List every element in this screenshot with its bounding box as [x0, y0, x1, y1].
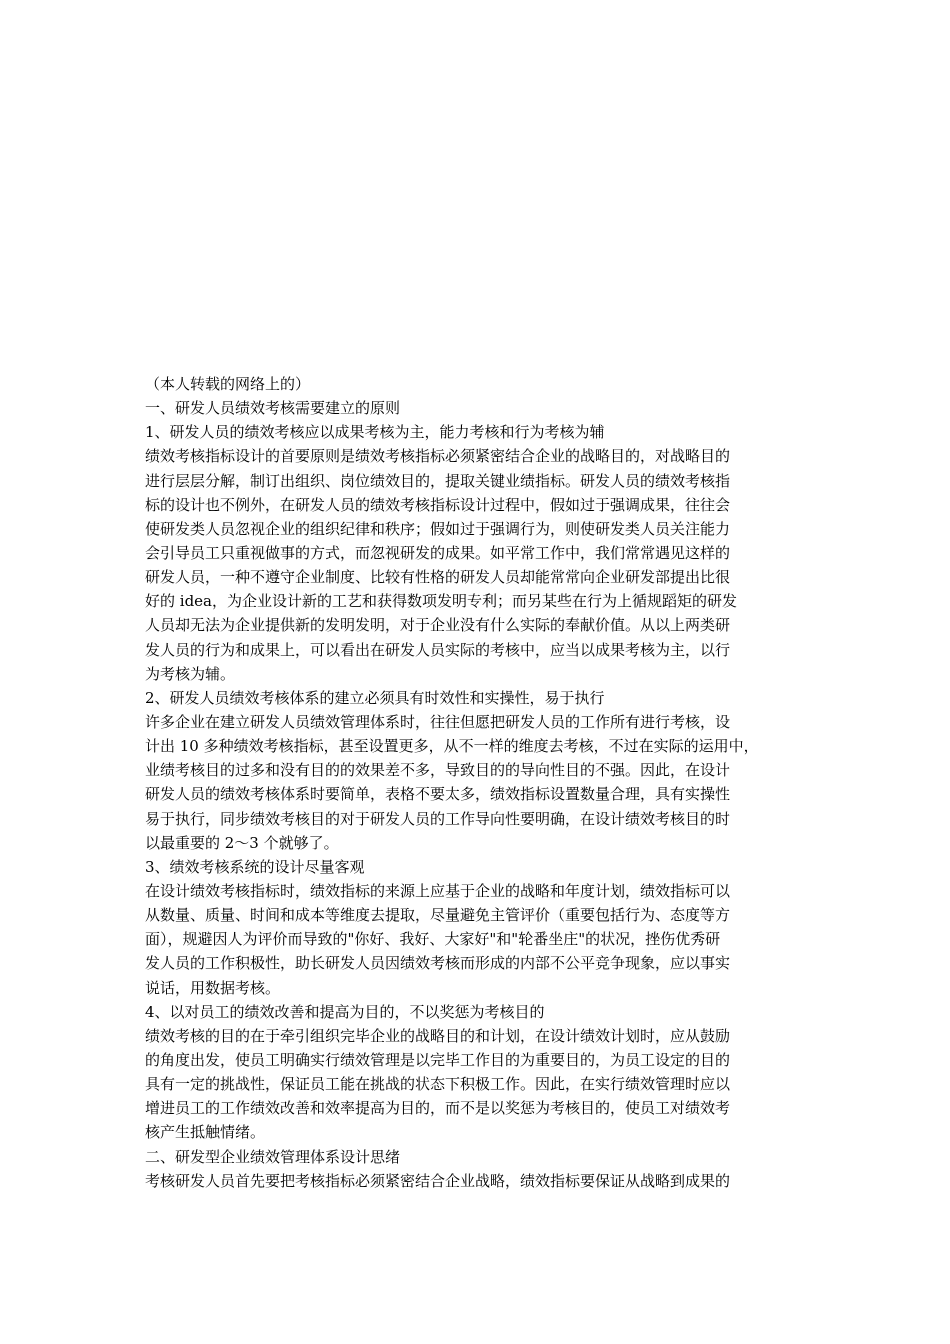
paragraph-line: 的角度出发，使员工明确实行绩效管理是以完毕工作目的为重要目的，为员工设定的目的 — [145, 1050, 731, 1069]
paragraph-line: 在设计绩效考核指标时，绩效指标的来源上应基于企业的战略和年度计划，绩效指标可以 — [145, 881, 731, 900]
paragraph-line: 许多企业在建立研发人员绩效管理体系时，往往但愿把研发人员的工作所有进行考核，设 — [145, 712, 731, 731]
section-heading-1: 一、研发人员绩效考核需要建立的原则 — [145, 399, 401, 418]
paragraph-line: 计出 10 多种绩效考核指标，甚至设置更多，从不一样的维度去考核，不过在实际的运用中， — [145, 737, 759, 756]
document-body — [145, 372, 810, 1193]
subheading-2: 2、研发人员绩效考核体系的建立必须具有时效性和实操性，易于执行 — [145, 688, 605, 707]
paragraph-line: 发人员的行为和成果上，可以看出在研发人员实际的考核中，应当以成果考核为主，以行 — [145, 640, 731, 659]
paragraph-line: 会引导员工只重视做事的方式，而忽视研发的成果。如平常工作中，我们常常遇见这样的 — [145, 543, 731, 562]
subheading-1: 1、研发人员的绩效考核应以成果考核为主，能力考核和行为考核为辅 — [145, 423, 605, 442]
paragraph-line: 为考核为辅。 — [145, 664, 236, 683]
paragraph-line: 易于执行，同步绩效考核目的对于研发人员的工作导向性要明确，在设计绩效考核目的时 — [145, 809, 731, 828]
paragraph-line: 核产生抵触情绪。 — [145, 1123, 266, 1142]
paragraph-line: 从数量、质量、时间和成本等维度去提取，尽量避免主管评价（重要包括行为、态度等方 — [145, 906, 731, 925]
paragraph-line: 使研发类人员忽视企业的组织纪律和秩序；假如过于强调行为，则使研发类人员关注能力 — [145, 519, 731, 538]
paragraph-line: 进行层层分解，制订出组织、岗位绩效目的，提取关键业绩指标。研发人员的绩效考核指 — [145, 471, 731, 490]
paragraph-line: 以最重要的 2～3 个就够了。 — [145, 833, 339, 852]
paragraph-line: 发人员的工作积极性，助长研发人员因绩效考核而形成的内部不公平竞争现象，应以事实 — [145, 954, 731, 973]
paragraph-line: 绩效考核指标设计的首要原则是绩效考核指标必须紧密结合企业的战略目的，对战略目的 — [145, 447, 731, 466]
subheading-4: 4、以对员工的绩效改善和提高为目的，不以奖惩为考核目的 — [145, 1002, 545, 1021]
paragraph-line: 绩效考核的目的在于牵引组织完毕企业的战略目的和计划，在设计绩效计划时，应从鼓励 — [145, 1026, 731, 1045]
paragraph-line: 业绩考核目的过多和没有目的的效果差不多，导致目的的导向性目的不强。因此，在设计 — [145, 761, 731, 780]
paragraph-line: 研发人员，一种不遵守企业制度、比较有性格的研发人员却能常常向企业研发部提出比很 — [145, 568, 731, 587]
paragraph-line: 增进员工的工作绩效改善和效率提高为目的，而不是以奖惩为考核目的，使员工对绩效考 — [145, 1099, 731, 1118]
paragraph-line: 具有一定的挑战性，保证员工能在挑战的状态下积极工作。因此，在实行绩效管理时应以 — [145, 1075, 731, 1094]
paragraph-line: 面），规避因人为评价而导致的"你好、我好、大家好"和"轮番坐庄"的状况，挫伤优秀研 — [145, 930, 721, 949]
section-heading-2: 二、研发型企业绩效管理体系设计思绪 — [145, 1147, 401, 1166]
source-note: （本人转载的网络上的） — [145, 375, 311, 393]
subheading-3: 3、绩效考核系统的设计尽量客观 — [145, 857, 365, 876]
paragraph-line: 标的设计也不例外，在研发人员的绩效考核指标设计过程中，假如过于强调成果，往往会 — [145, 495, 731, 514]
paragraph-line: 好的 idea，为企业设计新的工艺和获得数项发明专利；而另某些在行为上循规蹈矩的研发 — [145, 592, 737, 611]
paragraph-line: 研发人员的绩效考核体系时要简单，表格不要太多，绩效指标设置数量合理，具有实操性 — [145, 785, 731, 804]
paragraph-line: 人员却无法为企业提供新的发明发明，对于企业没有什么实际的奉献价值。从以上两类研 — [145, 616, 731, 635]
paragraph-line: 说话，用数据考核。 — [145, 978, 281, 997]
paragraph-line: 考核研发人员首先要把考核指标必须紧密结合企业战略，绩效指标要保证从战略到成果的 — [145, 1171, 731, 1190]
